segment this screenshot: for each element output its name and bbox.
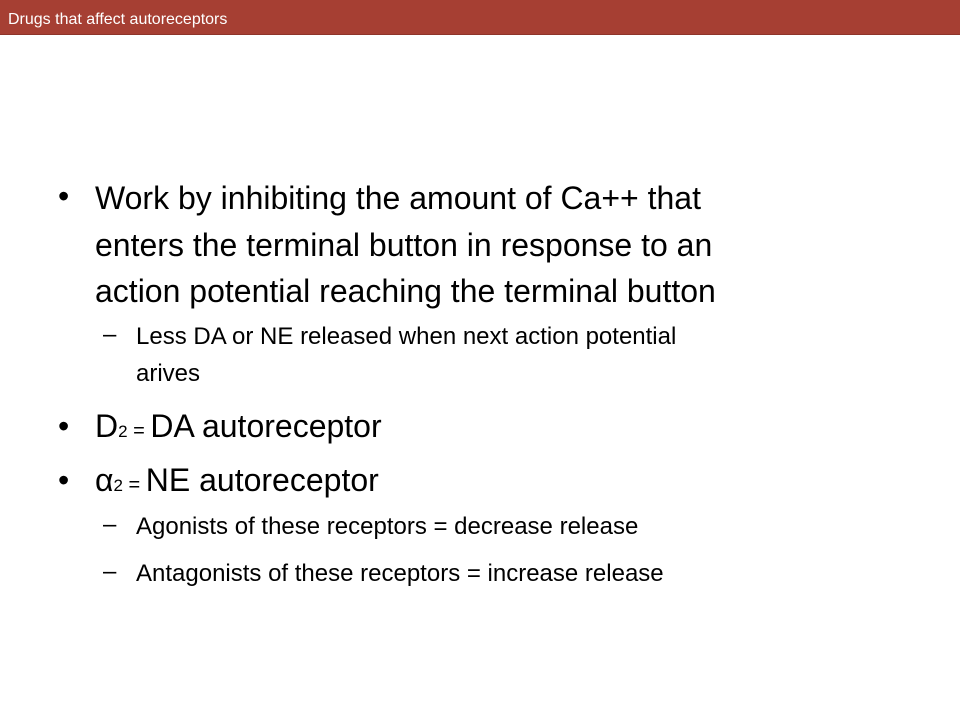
bullet-marker: •	[58, 408, 70, 444]
bullet-marker: •	[58, 462, 70, 498]
d2-suffix: DA autoreceptor	[150, 408, 382, 444]
subbullet-antagonists-text: Antagonists of these receptors = increase release	[136, 560, 664, 587]
subbullet-marker: –	[103, 511, 117, 538]
d2-prefix: D	[95, 408, 119, 444]
subbullet-agonists-text: Agonists of these receptors = decrease release	[136, 513, 639, 540]
subbullet-marker: –	[103, 321, 117, 348]
slide-title: Drugs that affect autoreceptors	[8, 11, 228, 28]
bullet-marker: •	[58, 178, 70, 214]
alpha2-equals: =	[122, 474, 146, 496]
d2-equals: =	[127, 420, 151, 442]
bullet-line-3: action potential reaching the terminal button	[95, 273, 716, 309]
subbullet-line-2: arives	[136, 360, 201, 387]
bullet-line-2: enters the terminal button in response to an	[95, 227, 713, 263]
bullet-d2-text	[95, 403, 382, 455]
alpha2-subscript: 2	[113, 476, 123, 495]
alpha2-prefix: α	[95, 462, 114, 498]
subbullet-marker: –	[103, 558, 117, 585]
alpha2-suffix: NE autoreceptor	[145, 462, 379, 498]
bullet-line-1: Work by inhibiting the amount of Ca++ that	[95, 180, 701, 216]
subbullet-line-1: Less DA or NE released when next action potential	[136, 323, 677, 350]
d2-subscript: 2	[118, 422, 128, 441]
bullet-alpha2-text	[95, 457, 379, 509]
